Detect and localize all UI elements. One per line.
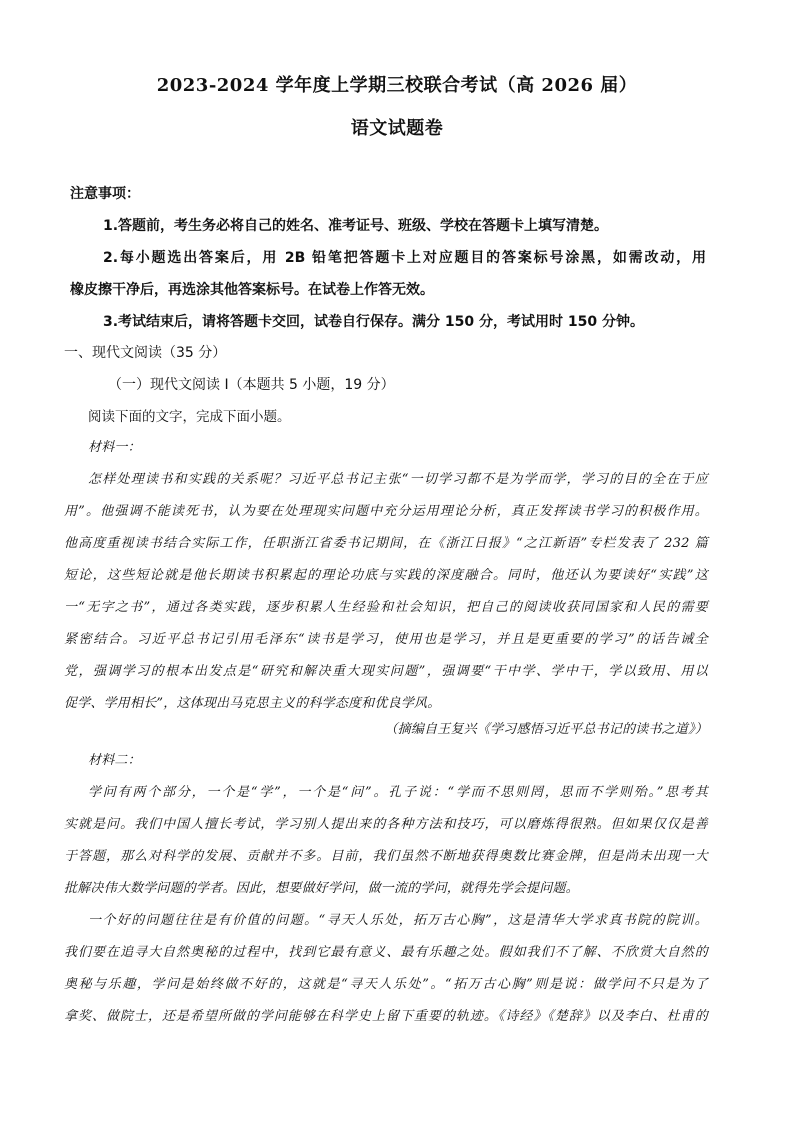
reading-instruction: 阅读下面的文字，完成下面小题。	[88, 409, 291, 425]
material-1-line: 紧密结合。习近平总书记引用毛泽东“读书是学习，使用也是学习，并且是更重要的学习”的话告诫全	[64, 632, 708, 647]
material-1-line: 短论，这些短论就是他长期读书积累起的理论功底与实践的深度融合。同时，他还认为要读好“实践”这	[64, 568, 708, 583]
material-1-line: 促学、学用相长”，这体现出马克思主义的科学态度和优良学风。	[64, 696, 441, 711]
material-2-line: 于答题，那么对科学的发展、贡献并不多。目前，我们虽然不断地获得奥数比赛金牌，但是尚未出现一大	[64, 849, 708, 864]
notes-heading: 注意事项：	[70, 186, 140, 202]
material-2-line: 奥秘与乐趣，学问是始终做不好的，这就是“寻天人乐处”。“拓万古心胸”则是说：做学问不只是为了	[64, 977, 708, 992]
material-1-line: 他高度重视读书结合实际工作，任职浙江省委书记期间，在《浙江日报》“之江新语”专栏发表了 232 篇	[64, 536, 708, 551]
material-2-line: 批解决伟大数学问题的学者。因此，想要做好学问，做一流的学问，就得先学会提问题。	[64, 881, 579, 896]
material-2-line: 我们要在追寻大自然奥秘的过程中，找到它最有意义、最有乐趣之处。假如我们不了解、不欣赏大自然的	[64, 945, 708, 960]
note-item-1: 1.答题前，考生务必将自己的姓名、准考证号、班级、学校在答题卡上填写清楚。	[103, 218, 609, 234]
material-2-line: 一个好的问题往往是有价值的问题。“寻天人乐处，拓万古心胸”，这是清华大学求真书院的院训。	[88, 913, 708, 928]
section-heading: 一、现代文阅读（35 分）	[64, 345, 227, 361]
material-2-label: 材料二：	[88, 753, 141, 768]
material-1-source: （摘编自王复兴《学习感悟习近平总书记的读书之道》）	[384, 722, 708, 737]
paper-title: 语文试题卷	[350, 118, 444, 139]
note-item-3: 3.考试结束后，请将答题卡交回，试卷自行保存。满分 150 分，考试用时 150 分钟。	[103, 314, 645, 330]
material-1-label: 材料一：	[88, 440, 141, 455]
note-item-2-line-2: 橡皮擦干净后，再选涂其他答案标号。在试卷上作答无效。	[70, 282, 434, 298]
material-2-line: 实就是问。我们中国人擅长考试，学习别人提出来的各种方法和技巧，可以磨炼得很熟。但如果仅仅是善	[64, 817, 708, 832]
subsection-heading: （一）现代文阅读 I（本题共 5 小题，19 分）	[108, 377, 395, 393]
material-2-line: 学问有两个部分，一个是“学”，一个是“问”。孔子说：“学而不思则罔，思而不学则殆。”思考其	[88, 785, 708, 800]
material-1-line: 党，强调学习的根本出发点是“研究和解决重大现实问题”，强调要“干中学、学中干，学以致用、用以	[64, 664, 708, 679]
material-1-line: 用”。他强调不能读死书，认为要在处理现实问题中充分运用理论分析，真正发挥读书学习的积极作用。	[64, 504, 708, 519]
note-item-2-line-1: 2.每小题选出答案后，用 2B 铅笔把答题卡上对应题目的答案标号涂黑，如需改动，用	[103, 250, 706, 266]
material-2-line: 拿奖、做院士，还是希望所做的学问能够在科学史上留下重要的轨迹。《诗经》《楚辞》以及李白、杜甫的	[64, 1009, 708, 1024]
material-1-line: 一“无字之书”，通过各类实践，逐步积累人生经验和社会知识，把自己的阅读收获同国家和人民的需要	[64, 600, 708, 615]
exam-title: 2023-2024 学年度上学期三校联合考试（高 2026 届）	[156, 75, 638, 96]
material-1-line: 怎样处理读书和实践的关系呢？习近平总书记主张“一切学习都不是为学而学，学习的目的全在于应	[88, 472, 708, 487]
